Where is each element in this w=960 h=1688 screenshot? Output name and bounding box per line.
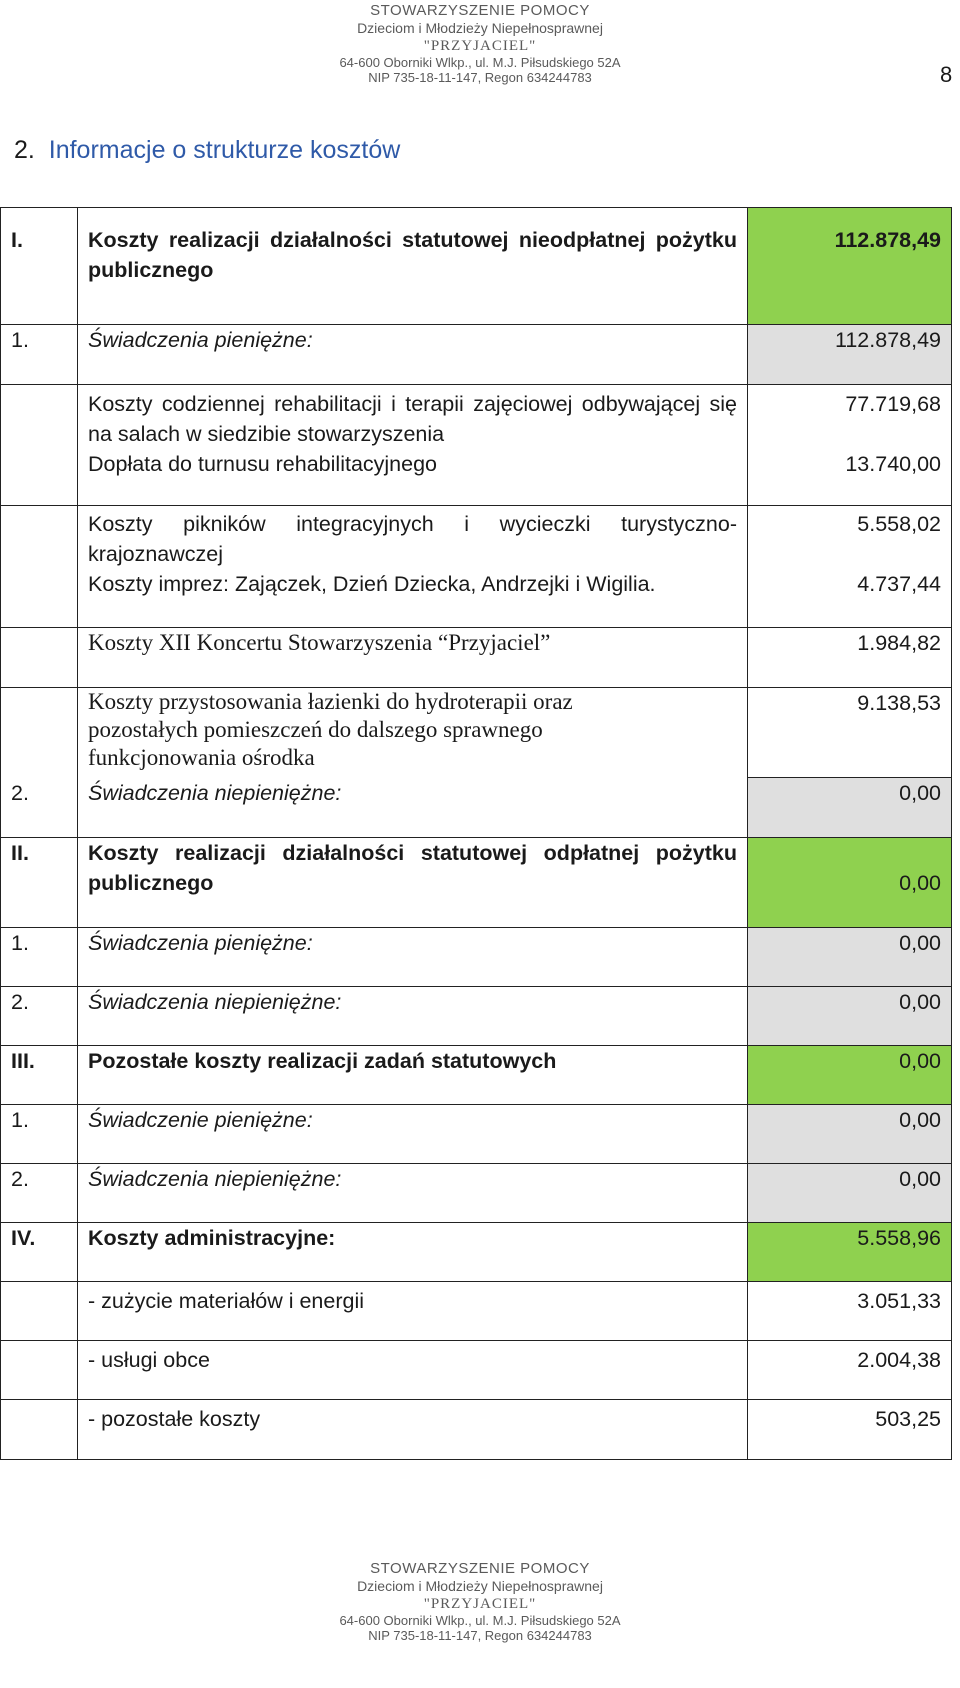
row-label: Koszty pikników integracyjnych i wycieczki turystyczno-krajoznawczej — [78, 505, 748, 569]
stamp-line: Dzieciom i Młodzieży Niepełnosprawnej — [357, 20, 603, 36]
section-title: Informacje o strukturze kosztów — [48, 136, 401, 164]
row-number-empty — [1, 385, 78, 506]
row-value: 1.984,82 — [748, 628, 952, 688]
row-number: I. — [1, 208, 78, 325]
row-number-empty — [1, 1282, 78, 1341]
table-row — [1, 928, 952, 987]
row-number: 2. — [1, 778, 78, 838]
row-value: 3.051,33 — [748, 1282, 952, 1341]
table-row — [1, 987, 952, 1046]
stamp-line: STOWARZYSZENIE POMOCY — [370, 2, 590, 19]
table-row — [1, 838, 952, 928]
row-value: 5.558,96 — [748, 1223, 952, 1282]
row-value: 0,00 — [748, 928, 952, 987]
row-label: Koszty realizacji działalności statutowej odpłatnej pożytku publicznego — [78, 838, 748, 928]
table-row — [1, 1046, 952, 1105]
stamp-line: Dzieciom i Młodzieży Niepełnosprawnej — [357, 1578, 603, 1594]
row-label: Świadczenia pieniężne: — [78, 928, 748, 987]
table-row — [1, 385, 952, 450]
row-label: Koszty XII Koncertu Stowarzyszenia “Przyjaciel” — [78, 628, 748, 688]
row-value: 0,00 — [748, 778, 952, 838]
row-number: 1. — [1, 325, 78, 385]
row-label: Świadczenia pieniężne: — [78, 325, 748, 385]
table-row — [1, 688, 952, 778]
organization-stamp-top — [330, 2, 630, 86]
row-value: 503,25 — [748, 1400, 952, 1460]
row-label: Koszty administracyjne: — [78, 1223, 748, 1282]
table-row — [1, 1223, 952, 1282]
table-row — [1, 505, 952, 569]
row-label: - pozostałe koszty — [78, 1400, 748, 1460]
row-number-empty — [1, 505, 78, 628]
stamp-line: 64-600 Oborniki Wlkp., ul. M.J. Piłsudskiego 52A — [339, 1612, 621, 1628]
row-label: Koszty realizacji działalności statutowej nieodpłatnej pożytku publicznego — [78, 208, 748, 325]
row-value: 4.737,44 — [748, 569, 952, 628]
stamp-line: NIP 735-18-11-147, Regon 634244783 — [368, 1628, 592, 1644]
row-number: IV. — [1, 1223, 78, 1282]
section-number: 2. — [14, 136, 35, 164]
row-number: III. — [1, 1046, 78, 1105]
row-value: 0,00 — [748, 1046, 952, 1105]
table-row — [1, 628, 952, 688]
stamp-line: "PRZYJACIEL" — [423, 1595, 537, 1612]
row-label: - zużycie materiałów i energii — [78, 1282, 748, 1341]
table-row — [1, 208, 952, 325]
table-row — [1, 778, 952, 838]
row-label: Świadczenie pieniężne: — [78, 1105, 748, 1164]
stamp-line: NIP 735-18-11-147, Regon 634244783 — [368, 70, 592, 86]
row-value: 13.740,00 — [748, 449, 952, 505]
row-value: 0,00 — [748, 1164, 952, 1223]
row-value: 77.719,68 — [748, 385, 952, 450]
row-number: 1. — [1, 928, 78, 987]
row-number: II. — [1, 838, 78, 928]
table-row — [1, 449, 952, 505]
row-number-empty — [1, 1341, 78, 1400]
row-value: 112.878,49 — [748, 325, 952, 385]
stamp-line: STOWARZYSZENIE POMOCY — [370, 1560, 590, 1577]
row-number: 2. — [1, 1164, 78, 1223]
row-value: 0,00 — [748, 987, 952, 1046]
row-label: Dopłata do turnusu rehabilitacyjnego — [78, 449, 748, 505]
row-number-empty — [1, 1400, 78, 1460]
row-number-empty — [1, 688, 78, 778]
row-value: 0,00 — [748, 838, 952, 928]
table-row — [1, 1341, 952, 1400]
row-value: 5.558,02 — [748, 505, 952, 569]
organization-stamp-bottom — [330, 1560, 630, 1644]
row-value: 0,00 — [748, 1105, 952, 1164]
cost-structure-table — [0, 207, 952, 1460]
table-row — [1, 1105, 952, 1164]
row-label: Koszty imprez: Zajączek, Dzień Dziecka, Andrzejki i Wigilia. — [78, 569, 748, 628]
row-label: Świadczenia niepieniężne: — [78, 778, 748, 838]
table-row — [1, 1164, 952, 1223]
table-row — [1, 1282, 952, 1341]
section-heading — [14, 136, 400, 165]
row-value: 2.004,38 — [748, 1341, 952, 1400]
row-value: 112.878,49 — [748, 208, 952, 325]
row-number: 2. — [1, 987, 78, 1046]
row-number: 1. — [1, 1105, 78, 1164]
stamp-line: "PRZYJACIEL" — [423, 37, 537, 54]
stamp-line: 64-600 Oborniki Wlkp., ul. M.J. Piłsudskiego 52A — [339, 54, 621, 70]
table-row — [1, 1400, 952, 1460]
row-label: Świadczenia niepieniężne: — [78, 987, 748, 1046]
row-label: Pozostałe koszty realizacji zadań statutowych — [78, 1046, 748, 1105]
row-number-empty — [1, 628, 78, 688]
row-value: 9.138,53 — [748, 688, 952, 778]
row-label: Świadczenia niepieniężne: — [78, 1164, 748, 1223]
page-number: 8 — [940, 62, 953, 87]
row-label: Koszty przystosowania łazienki do hydroterapii oraz pozostałych pomieszczeń do dalszego sprawnego funkcjonowania ośrodka — [78, 688, 748, 778]
table-row — [1, 325, 952, 385]
table-row — [1, 569, 952, 628]
row-label: Koszty codziennej rehabilitacji i terapii zajęciowej odbywającej się na salach w siedzibie stowarzyszenia — [78, 385, 748, 450]
row-label: - usługi obce — [78, 1341, 748, 1400]
